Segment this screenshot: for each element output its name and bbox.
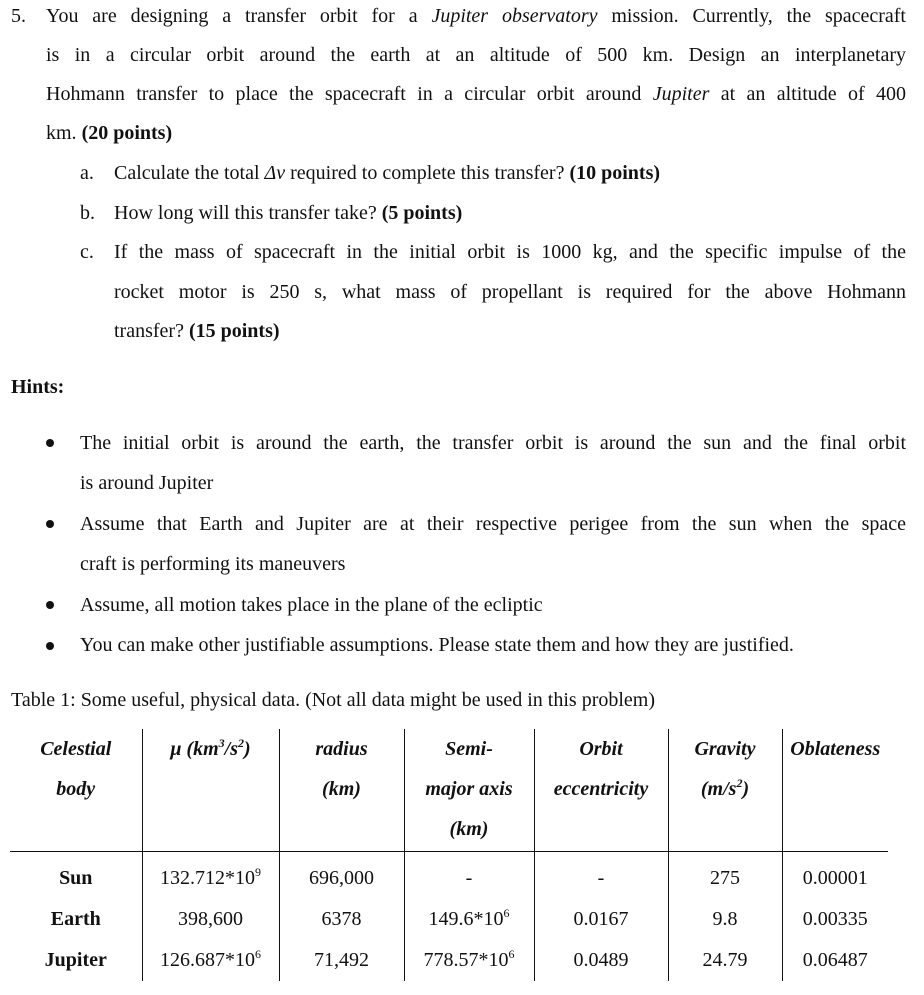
question-line-2: is in a circular orbit around the earth at an altitude of 500 km. Design an interplanetary: [46, 44, 906, 66]
question-number: 5.: [11, 5, 26, 27]
hint-2-line-2: craft is performing its maneuvers: [80, 553, 346, 575]
question-line-1: You are designing a transfer orbit for a Jupiter observatory mission. Currently, the spacecraft: [46, 5, 906, 27]
bullet-icon: [46, 642, 54, 650]
cell-eccentricity: 0.0167: [534, 899, 668, 940]
hint-1-line-1: The initial orbit is around the earth, the transfer orbit is around the sun and the final orbit: [80, 432, 906, 454]
delta-v-symbol: Δv: [264, 162, 286, 184]
cell-eccentricity: -: [534, 851, 668, 899]
question-line-4: km. (20 points): [46, 122, 173, 144]
header-oblateness: Oblateness: [782, 729, 888, 851]
hint-4-line-1: You can make other justifiable assumptions. Please state them and how they are justified.: [80, 634, 794, 656]
table-row: [10, 940, 888, 981]
cell-gravity: 24.79: [668, 940, 782, 981]
question-points: (20 points): [81, 122, 173, 144]
bullet-icon: [46, 520, 54, 528]
part-b-label: b.: [80, 202, 95, 224]
hint-1-line-2: is around Jupiter: [80, 472, 214, 494]
cell-eccentricity: 0.0489: [534, 940, 668, 981]
mission-name: Jupiter observatory: [431, 5, 598, 27]
cell-semi-major-axis: -: [404, 851, 534, 899]
cell-oblateness: 0.00001: [802, 867, 868, 889]
bullet-icon: [46, 439, 54, 447]
part-c-label: c.: [80, 241, 94, 263]
cell-radius: 71,492: [279, 940, 404, 981]
part-a-text: Calculate the total Δv required to complete this transfer? (10 points): [114, 162, 661, 184]
cell-body: Sun: [10, 851, 142, 899]
cell-body: Earth: [10, 899, 142, 940]
bullet-icon: [46, 601, 54, 609]
part-c-line-2: rocket motor is 250 s, what mass of propellant is required for the above Hohmann: [114, 281, 906, 303]
header-radius: radius (km): [279, 729, 404, 851]
hints-heading: Hints:: [11, 376, 65, 398]
part-b-text: How long will this transfer take? (5 points): [114, 202, 463, 224]
cell-mu: $126.687*10^6$: [142, 940, 279, 981]
cell-semi-major-axis: $778.57*10^6$: [404, 940, 534, 981]
cell-mu: 398,600: [142, 899, 279, 940]
table-header-row: [10, 729, 888, 851]
table-caption: Table 1: Some useful, physical data. (Not all data might be used in this problem): [11, 689, 656, 711]
hint-2-line-1: Assume that Earth and Jupiter are at their respective perigee from the sun when the space: [80, 513, 906, 535]
cell-radius: 696,000: [279, 851, 404, 899]
part-c-line-1: If the mass of spacecraft in the initial orbit is 1000 kg, and the specific impulse of the: [114, 241, 906, 263]
hint-3-line-1: Assume, all motion takes place in the plane of the ecliptic: [80, 594, 543, 616]
cell-semi-major-axis: $149.6*10^6$: [404, 899, 534, 940]
part-c-line-3: transfer? (15 points): [114, 320, 280, 342]
cell-oblateness: 0.06487: [802, 949, 868, 971]
header-celestial-body: Celestial body: [10, 729, 142, 851]
cell-oblateness: 0.00335: [802, 908, 868, 930]
physical-data-table: [10, 729, 888, 981]
table-row: [10, 899, 888, 940]
header-mu: μ $(km^3/s^2)$: [142, 729, 279, 851]
question-line-3: Hohmann transfer to place the spacecraft in a circular orbit around Jupiter at an altitude of 400: [46, 83, 907, 105]
header-eccentricity: Orbit eccentricity: [534, 729, 668, 851]
table-row: [10, 851, 888, 899]
header-gravity: Gravity $(m/s^2)$: [668, 729, 782, 851]
header-semi-major-axis: Semi- major axis (km): [404, 729, 534, 851]
part-a-label: a.: [80, 162, 94, 184]
cell-mu: $132.712*10^9$: [142, 851, 279, 899]
cell-radius: 6378: [279, 899, 404, 940]
cell-gravity: 275: [668, 851, 782, 899]
cell-gravity: 9.8: [668, 899, 782, 940]
cell-body: Jupiter: [10, 940, 142, 981]
